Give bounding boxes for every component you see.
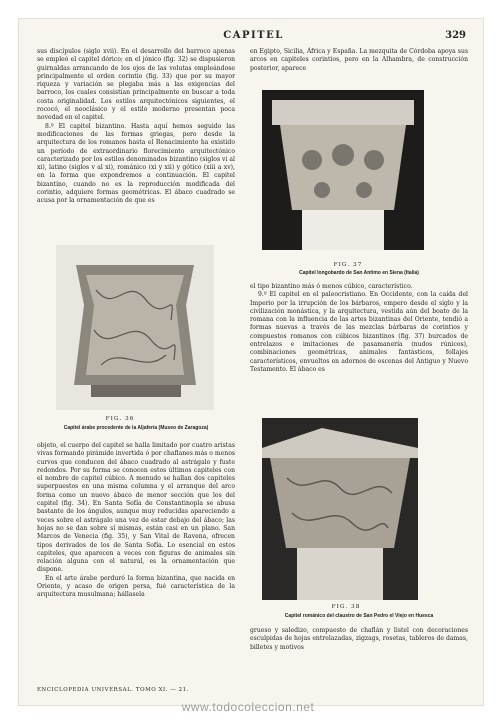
figure-36-label: FIG. 36 [105, 416, 135, 422]
left-column-bottom [37, 442, 235, 600]
figure-36-caption: Capitel árabe procedente de la Aljafería (Museo de Zaragoza) [63, 425, 209, 431]
right-column-bottom [250, 627, 468, 652]
figure-38-image [262, 418, 418, 600]
paragraph: el tipo bizantino más ó menos cúbico, característico. [250, 283, 413, 290]
figure-38-label: FIG. 38 [331, 604, 361, 610]
paragraph: objeto, el cuerpo del capitel se halla limitado por cuatro aristas vivas formando pirámide invertida ó por chaflanes más o menos curvos que conducen del ábaco cuadrado al astrágalo y fuste redondos. Por su forma se conocen estos últimos capiteles con el nombre de capitel cúbico. A menudo se hallan dos capiteles superpuestos en una misma columna y el arranque del arco forma como un nuevo ábaco de menor sección que los del capitel (fig. 34). En Santa Sofía de Constantinopla se abusa bastante de los ángulos, aunque muy reducidas apareciendo a veces sobre el astrágalo una vez de estar debajo del ábaco; las hojas no se dan sobre sí mismas, están casi en un plano. San Marcos de Venecia (fig. 35), y San Vital de Ravena, ofrecen tipos derivados de los de Santa Sofía. Lo esencial en estos capiteles, que aparecen a veces con figuras de animales sin relación alguna con el natural, es la ornamentación que dispone. [37, 442, 235, 574]
figure-36-image [56, 245, 214, 410]
watermark: www.todocoleccion.net [181, 700, 315, 714]
right-column-middle [250, 283, 468, 374]
paragraph: grueso y saledizo, compuesto de chaflán y listel con decoraciones esculpidas de hojas entrelazadas, zigzags, rosetas, tableros de damas, billetes y motivos [250, 627, 468, 651]
page-title: CAPITEL [223, 30, 284, 41]
page-header [37, 30, 470, 42]
right-column-top [250, 48, 468, 73]
paragraph: En el arte árabe perduró la forma bizantina, que nacida en Oriente, y acaso de origen persa, fué característica de la arquitectura musulmana; hállasela [37, 574, 235, 599]
capital-carving-illustration [56, 245, 214, 410]
page-number: 329 [445, 30, 466, 41]
paragraph: 9.º El capitel en el paleocristiano. En Occidente, con la caída del Imperio por la irrupción de los bárbaros, empero desde el siglo y la civilización monástica, y la arquitectura, vestida aún del boato de la romana con la influencia de las artes bizantinas del Oriente, tendió a formas nuevas a través de las mezclas bárbaras de corintios y compuestos romanos con cúbicos bizantinos (fig. 37) burcados de entrelazos e imitaciones de pasamanería (nudos rúnicos), combinaciones geométricas, animales fantásticos, follajes característicos, envueltos en adornos de escenas del Antiguo y Nuevo Testamento. El ábaco es [250, 291, 468, 373]
footer-text: ENCICLOPEDIA UNIVERSAL. TOMO XI. — 21. [37, 687, 190, 693]
figure-38-caption: Capitel románico del claustro de San Pedro el Viejo en Huesca [284, 613, 434, 619]
capital-illustration [262, 90, 424, 250]
paragraph: sus discípulos (siglo xvii). En el desarrollo del barroco apenas se empleó el capitel dórico; en el jónico (fig. 32) se dispusieron guirnaldas arrancando de los ojos de las volutas empleándose principalmente el orden corintio (fig. 33) que por su mayor riqueza y variación se plegaba más a las exigencias del barroco, los cuales consistían principalmente en buscar a toda costa originalidad. Los estilos arquitectónicos siguientes, el rococó, el neoclásico y el estilo moderno presentan poca novedad en el capitel. [37, 48, 235, 122]
left-column-top [37, 48, 235, 206]
romanesque-capital-illustration [262, 418, 418, 600]
figure-37-label: FIG. 37 [333, 262, 363, 268]
figure-37-image [262, 90, 424, 250]
figure-37-caption: Capitel longobardo de San Antimo en Siena (Italia) [299, 270, 419, 276]
paragraph: 8.º El capitel bizantino. Hasta aquí hemos seguido las modificaciones de las formas griegas, pero desde la arquitectura de los romanos hasta el Renacimiento ha existido un período de extraordinario florecimiento arquitectónico caracterizado por los estilos denominados bizantino (siglos vi al xi), latino (siglos v al xi), románico (xi y xii) y gótico (xiii a xv), en la forma que expondremos a continuación. El capitel bizantino, cuando no es la reproducción modificada del corintio, adquiere formas geométricas. El ábaco cuadrado se acusa por la ornamentación de que es [37, 122, 235, 205]
paragraph: en Egipto, Sicilia, África y España. La mezquita de Córdoba apoya sus arcos en capiteles corintios, pero en la Alhambra, de construcción posterior, aparece [250, 48, 468, 72]
